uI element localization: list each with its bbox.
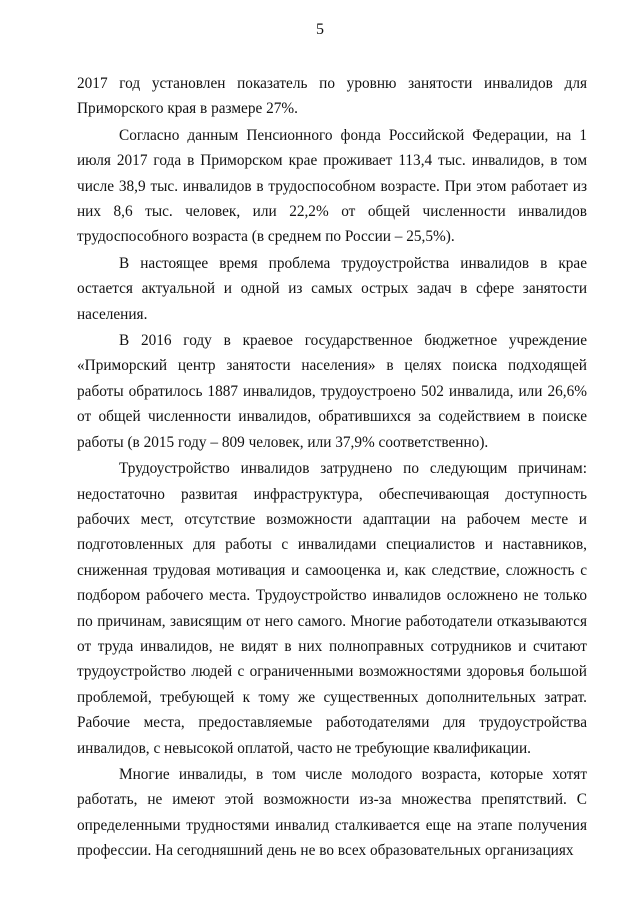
page-number: 5 [316, 21, 324, 38]
document-body [77, 71, 587, 864]
paragraph-employment-problem: В настоящее время проблема трудоустройства инвалидов в крае остается актуальной и одной из самых острых задач в сфере занятости населения. [77, 254, 587, 323]
paragraph-employment-obstacles: Трудоустройство инвалидов затруднено по следующим причинам: недостаточно развитая инфраструктура, обеспечивающая доступность рабочих мест, отсутствие возможности адаптации на рабочем месте и подготовленных для работы с инвалидами специалистов и наставников, сниженная трудовая мотивация и самооценка и, как следствие, сложность с подбором рабочего места. Трудоустройство инвалидов осложнено не только по причинам, зависящим от него самого. Многие работодатели отказываются от труда инвалидов, не видят в них полноправных сотрудников и считают трудоустройство людей с ограниченными возможностями здоровья большой проблемой, требующей к тому же существенных дополнительных затрат. Рабочие места, предоставляемые работодателями для трудоустройства инвалидов, с невысокой оплатой, часто не требующие квалификации. [77, 460, 587, 757]
paragraph-pension-fund-data: Согласно данным Пенсионного фонда Российской Федерации, на 1 июля 2017 года в Приморском крае проживает 113,4 тыс. инвалидов, в том числе 38,9 тыс. инвалидов в трудоспособном возрасте. При этом работает из них 8,6 тыс. человек, или 22,2% от общей численности инвалидов трудоспособного возраста (в среднем по России – 25,5%). [77, 126, 587, 246]
paragraph-employment-center-2016: В 2016 году в краевое государственное бюджетное учреждение «Приморский центр занятости населения» в целях поиска подходящей работы обратилось 1887 инвалидов, трудоустроено 502 инвалида, или 26,6% от общей численности инвалидов, обратившихся за содействием в поиске работы (в 2015 году – 809 человек, или 37,9% соответственно). [77, 332, 587, 451]
paragraph-young-disabled: Многие инвалиды, в том числе молодого возраста, которые хотят работать, не имеют этой возможности из-за множества препятствий. С определенными трудностями инвалид сталкивается еще на этапе получения профессии. На сегодняшний день не во всех образовательных организациях [77, 765, 587, 860]
paragraph-continuation: 2017 год установлен показатель по уровню занятости инвалидов для Приморского края в размере 27%. [77, 75, 587, 118]
